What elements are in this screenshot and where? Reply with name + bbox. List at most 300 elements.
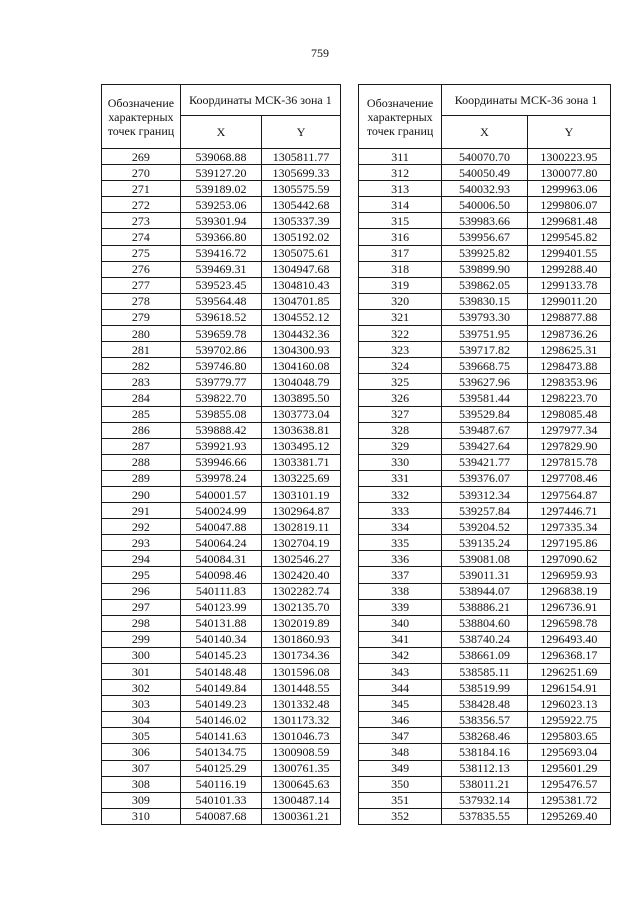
- coord-x: 540148.48: [180, 664, 261, 680]
- coord-x: 539421.77: [442, 454, 528, 470]
- point-number: 301: [102, 664, 181, 680]
- coord-y: 1295601.29: [527, 760, 610, 776]
- coord-x: 540149.84: [180, 680, 261, 696]
- table-row: [102, 454, 341, 470]
- coord-y: 1303381.71: [262, 454, 341, 470]
- table-row: [102, 808, 341, 824]
- table-row: [359, 792, 611, 808]
- coord-x: 538740.24: [442, 631, 528, 647]
- table-row: [359, 293, 611, 309]
- coord-x: 540032.93: [442, 181, 528, 197]
- table-row: [102, 277, 341, 293]
- table-row: [102, 406, 341, 422]
- point-number: 308: [102, 776, 181, 792]
- table-body-left: [102, 149, 341, 825]
- header-coordinates: Координаты МСК-36 зона 1: [180, 85, 340, 116]
- table-row: [102, 181, 341, 197]
- point-number: 284: [102, 390, 181, 406]
- point-number: 275: [102, 245, 181, 261]
- table-row: [102, 309, 341, 325]
- coord-x: 540101.33: [180, 792, 261, 808]
- point-number: 312: [359, 165, 442, 181]
- point-number: 313: [359, 181, 442, 197]
- coord-x: 538356.57: [442, 712, 528, 728]
- coord-x: 539376.07: [442, 470, 528, 486]
- coord-x: 538804.60: [442, 615, 528, 631]
- coord-y: 1301448.55: [262, 680, 341, 696]
- coord-y: 1305811.77: [262, 149, 341, 165]
- coord-x: 540131.88: [180, 615, 261, 631]
- table-row: [359, 631, 611, 647]
- table-row: [102, 519, 341, 535]
- table-row: [359, 470, 611, 486]
- point-number: 302: [102, 680, 181, 696]
- coord-y: 1305575.59: [262, 181, 341, 197]
- point-number: 296: [102, 583, 181, 599]
- coord-x: 540024.99: [180, 503, 261, 519]
- coord-x: 540006.50: [442, 197, 528, 213]
- coord-y: 1301046.73: [262, 728, 341, 744]
- coord-y: 1298736.26: [527, 326, 610, 342]
- header-designation: Обозначение характерных точек границ: [102, 85, 181, 149]
- coord-y: 1302964.87: [262, 503, 341, 519]
- table-row: [359, 213, 611, 229]
- table-row: [359, 664, 611, 680]
- table-row: [359, 551, 611, 567]
- table-row: [359, 149, 611, 165]
- coord-y: 1305192.02: [262, 229, 341, 245]
- coord-x: 540134.75: [180, 744, 261, 760]
- point-number: 273: [102, 213, 181, 229]
- table-row: [359, 535, 611, 551]
- coord-x: 540087.68: [180, 808, 261, 824]
- coord-y: 1299545.82: [527, 229, 610, 245]
- coord-x: 540145.23: [180, 647, 261, 663]
- coord-y: 1300761.35: [262, 760, 341, 776]
- coord-y: 1301332.48: [262, 696, 341, 712]
- coord-x: 539081.08: [442, 551, 528, 567]
- table-row: [102, 293, 341, 309]
- coord-x: 540141.63: [180, 728, 261, 744]
- table-row: [359, 229, 611, 245]
- point-number: 347: [359, 728, 442, 744]
- coord-y: 1305442.68: [262, 197, 341, 213]
- coord-x: 537932.14: [442, 792, 528, 808]
- coord-x: 539135.24: [442, 535, 528, 551]
- coord-y: 1305699.33: [262, 165, 341, 181]
- coord-y: 1303773.04: [262, 406, 341, 422]
- coord-y: 1300223.95: [527, 149, 610, 165]
- coord-x: 540125.29: [180, 760, 261, 776]
- table-row: [102, 245, 341, 261]
- coord-x: 540084.31: [180, 551, 261, 567]
- table-row: [102, 165, 341, 181]
- table-row: [102, 551, 341, 567]
- coord-x: 539366.80: [180, 229, 261, 245]
- point-number: 327: [359, 406, 442, 422]
- point-number: 299: [102, 631, 181, 647]
- table-row: [359, 181, 611, 197]
- table-row: [102, 438, 341, 454]
- point-number: 339: [359, 599, 442, 615]
- coord-x: 539946.66: [180, 454, 261, 470]
- coord-x: 539487.67: [442, 422, 528, 438]
- table-row: [359, 406, 611, 422]
- table-row: [359, 647, 611, 663]
- table-row: [359, 808, 611, 824]
- coord-x: 540111.83: [180, 583, 261, 599]
- table-row: [102, 583, 341, 599]
- table-row: [102, 358, 341, 374]
- point-number: 281: [102, 342, 181, 358]
- coord-x: 539983.66: [442, 213, 528, 229]
- header-x: X: [180, 116, 261, 149]
- point-number: 295: [102, 567, 181, 583]
- table-row: [102, 631, 341, 647]
- point-number: 311: [359, 149, 442, 165]
- coord-y: 1305337.39: [262, 213, 341, 229]
- coord-x: 538428.48: [442, 696, 528, 712]
- table-row: [102, 261, 341, 277]
- point-number: 294: [102, 551, 181, 567]
- point-number: 270: [102, 165, 181, 181]
- point-number: 329: [359, 438, 442, 454]
- coord-y: 1300487.14: [262, 792, 341, 808]
- table-row: [102, 503, 341, 519]
- table-row: [102, 728, 341, 744]
- coord-x: 539751.95: [442, 326, 528, 342]
- table-row: [102, 615, 341, 631]
- point-number: 336: [359, 551, 442, 567]
- point-number: 298: [102, 615, 181, 631]
- table-row: [359, 358, 611, 374]
- coord-x: 539830.15: [442, 293, 528, 309]
- coord-y: 1298223.70: [527, 390, 610, 406]
- coordinates-tables: [101, 84, 611, 825]
- table-row: [359, 342, 611, 358]
- coord-y: 1295922.75: [527, 712, 610, 728]
- coord-x: 539779.77: [180, 374, 261, 390]
- coord-y: 1297708.46: [527, 470, 610, 486]
- table-row: [102, 599, 341, 615]
- point-number: 279: [102, 309, 181, 325]
- coord-x: 539793.30: [442, 309, 528, 325]
- point-number: 351: [359, 792, 442, 808]
- coordinates-table-left: [101, 84, 341, 825]
- point-number: 317: [359, 245, 442, 261]
- coord-y: 1295476.57: [527, 776, 610, 792]
- point-number: 341: [359, 631, 442, 647]
- coord-x: 539011.31: [442, 567, 528, 583]
- coord-y: 1303895.50: [262, 390, 341, 406]
- point-number: 289: [102, 470, 181, 486]
- coord-x: 538268.46: [442, 728, 528, 744]
- point-number: 333: [359, 503, 442, 519]
- coord-x: 539822.70: [180, 390, 261, 406]
- point-number: 287: [102, 438, 181, 454]
- coord-y: 1299806.07: [527, 197, 610, 213]
- table-row: [102, 760, 341, 776]
- point-number: 318: [359, 261, 442, 277]
- coord-y: 1295803.65: [527, 728, 610, 744]
- coord-x: 540050.49: [442, 165, 528, 181]
- table-row: [359, 696, 611, 712]
- point-number: 300: [102, 647, 181, 663]
- coord-y: 1300645.63: [262, 776, 341, 792]
- coord-y: 1301173.32: [262, 712, 341, 728]
- coord-y: 1303495.12: [262, 438, 341, 454]
- header-x: X: [442, 116, 528, 149]
- table-row: [102, 390, 341, 406]
- table-row: [359, 760, 611, 776]
- header-y: Y: [527, 116, 610, 149]
- table-row: [359, 680, 611, 696]
- point-number: 334: [359, 519, 442, 535]
- point-number: 285: [102, 406, 181, 422]
- point-number: 315: [359, 213, 442, 229]
- table-row: [359, 712, 611, 728]
- coord-y: 1302420.40: [262, 567, 341, 583]
- point-number: 290: [102, 486, 181, 502]
- table-row: [102, 680, 341, 696]
- point-number: 323: [359, 342, 442, 358]
- table-row: [359, 277, 611, 293]
- coord-x: 539659.78: [180, 326, 261, 342]
- coord-x: 540146.02: [180, 712, 261, 728]
- table-row: [102, 792, 341, 808]
- point-number: 274: [102, 229, 181, 245]
- coord-y: 1296251.69: [527, 664, 610, 680]
- coord-x: 539469.31: [180, 261, 261, 277]
- coord-y: 1295381.72: [527, 792, 610, 808]
- table-row: [359, 454, 611, 470]
- coord-y: 1299401.55: [527, 245, 610, 261]
- table-row: [102, 470, 341, 486]
- coord-x: 539581.44: [442, 390, 528, 406]
- coord-x: 537835.55: [442, 808, 528, 824]
- point-number: 344: [359, 680, 442, 696]
- point-number: 305: [102, 728, 181, 744]
- point-number: 276: [102, 261, 181, 277]
- coord-y: 1303638.81: [262, 422, 341, 438]
- table-row: [102, 374, 341, 390]
- point-number: 349: [359, 760, 442, 776]
- coordinates-table-right: [358, 84, 611, 825]
- point-number: 346: [359, 712, 442, 728]
- coord-y: 1300077.80: [527, 165, 610, 181]
- coord-x: 539925.82: [442, 245, 528, 261]
- page-number: 759: [311, 46, 329, 60]
- coord-y: 1298473.88: [527, 358, 610, 374]
- table-row: [102, 712, 341, 728]
- coord-y: 1297977.34: [527, 422, 610, 438]
- point-number: 280: [102, 326, 181, 342]
- coord-x: 539523.45: [180, 277, 261, 293]
- point-number: 306: [102, 744, 181, 760]
- table-row: [359, 776, 611, 792]
- coord-x: 539427.64: [442, 438, 528, 454]
- coord-x: 540098.46: [180, 567, 261, 583]
- coord-x: 539618.52: [180, 309, 261, 325]
- coord-x: 539668.75: [442, 358, 528, 374]
- coord-y: 1301734.36: [262, 647, 341, 663]
- table-row: [102, 535, 341, 551]
- coord-y: 1303225.69: [262, 470, 341, 486]
- point-number: 332: [359, 486, 442, 502]
- point-number: 283: [102, 374, 181, 390]
- coord-x: 540070.70: [442, 149, 528, 165]
- point-number: 282: [102, 358, 181, 374]
- coord-y: 1304947.68: [262, 261, 341, 277]
- point-number: 322: [359, 326, 442, 342]
- point-number: 337: [359, 567, 442, 583]
- table-row: [359, 326, 611, 342]
- table-row: [359, 567, 611, 583]
- coord-x: 539312.34: [442, 486, 528, 502]
- coord-x: 539746.80: [180, 358, 261, 374]
- point-number: 293: [102, 535, 181, 551]
- coord-y: 1299011.20: [527, 293, 610, 309]
- table-row: [359, 245, 611, 261]
- coord-x: 539702.86: [180, 342, 261, 358]
- coord-y: 1297090.62: [527, 551, 610, 567]
- coord-x: 539529.84: [442, 406, 528, 422]
- header-y: Y: [262, 116, 341, 149]
- coord-x: 538886.21: [442, 599, 528, 615]
- table-row: [102, 422, 341, 438]
- table-row: [359, 503, 611, 519]
- table-row: [102, 213, 341, 229]
- point-number: 350: [359, 776, 442, 792]
- table-row: [359, 374, 611, 390]
- coord-x: 539855.08: [180, 406, 261, 422]
- table-row: [359, 422, 611, 438]
- point-number: 319: [359, 277, 442, 293]
- coord-x: 540140.34: [180, 631, 261, 647]
- coord-x: 538184.16: [442, 744, 528, 760]
- coord-x: 538944.07: [442, 583, 528, 599]
- table-row: [102, 744, 341, 760]
- coord-x: 540064.24: [180, 535, 261, 551]
- point-number: 304: [102, 712, 181, 728]
- coord-y: 1302704.19: [262, 535, 341, 551]
- point-number: 309: [102, 792, 181, 808]
- point-number: 292: [102, 519, 181, 535]
- coord-x: 538519.99: [442, 680, 528, 696]
- point-number: 325: [359, 374, 442, 390]
- coord-y: 1297446.71: [527, 503, 610, 519]
- point-number: 288: [102, 454, 181, 470]
- coord-x: 539627.96: [442, 374, 528, 390]
- coord-y: 1297195.86: [527, 535, 610, 551]
- table-body-right: [359, 149, 611, 825]
- coord-y: 1295269.40: [527, 808, 610, 824]
- coord-x: 538112.13: [442, 760, 528, 776]
- table-row: [359, 197, 611, 213]
- coord-y: 1297815.78: [527, 454, 610, 470]
- coord-y: 1299133.78: [527, 277, 610, 293]
- coord-x: 539956.67: [442, 229, 528, 245]
- table-row: [102, 486, 341, 502]
- point-number: 335: [359, 535, 442, 551]
- point-number: 340: [359, 615, 442, 631]
- point-number: 316: [359, 229, 442, 245]
- coord-y: 1299288.40: [527, 261, 610, 277]
- coord-x: 538585.11: [442, 664, 528, 680]
- coord-y: 1300361.21: [262, 808, 341, 824]
- coord-x: 540001.57: [180, 486, 261, 502]
- point-number: 348: [359, 744, 442, 760]
- coord-y: 1303101.19: [262, 486, 341, 502]
- coord-y: 1305075.61: [262, 245, 341, 261]
- coord-y: 1304810.43: [262, 277, 341, 293]
- point-number: 278: [102, 293, 181, 309]
- table-row: [359, 599, 611, 615]
- table-row: [102, 664, 341, 680]
- coord-x: 540047.88: [180, 519, 261, 535]
- table-row: [102, 567, 341, 583]
- table-row: [359, 438, 611, 454]
- point-number: 320: [359, 293, 442, 309]
- point-number: 345: [359, 696, 442, 712]
- point-number: 338: [359, 583, 442, 599]
- table-row: [102, 149, 341, 165]
- table-row: [102, 197, 341, 213]
- point-number: 324: [359, 358, 442, 374]
- table-row: [359, 583, 611, 599]
- point-number: 286: [102, 422, 181, 438]
- coord-x: 539862.05: [442, 277, 528, 293]
- coord-y: 1302019.89: [262, 615, 341, 631]
- table-row: [102, 647, 341, 663]
- point-number: 321: [359, 309, 442, 325]
- coord-x: 538011.21: [442, 776, 528, 792]
- coord-x: 540149.23: [180, 696, 261, 712]
- table-row: [359, 309, 611, 325]
- point-number: 326: [359, 390, 442, 406]
- point-number: 331: [359, 470, 442, 486]
- coord-x: 538661.09: [442, 647, 528, 663]
- coord-x: 540123.99: [180, 599, 261, 615]
- coord-y: 1299681.48: [527, 213, 610, 229]
- point-number: 303: [102, 696, 181, 712]
- coord-x: 539416.72: [180, 245, 261, 261]
- table-row: [102, 696, 341, 712]
- point-number: 297: [102, 599, 181, 615]
- table-row: [359, 744, 611, 760]
- table-row: [102, 326, 341, 342]
- point-number: 269: [102, 149, 181, 165]
- coord-y: 1302282.74: [262, 583, 341, 599]
- table-row: [102, 776, 341, 792]
- coord-y: 1297335.34: [527, 519, 610, 535]
- coord-x: 539127.20: [180, 165, 261, 181]
- table-row: [359, 261, 611, 277]
- coord-y: 1297829.90: [527, 438, 610, 454]
- coord-x: 539978.24: [180, 470, 261, 486]
- coord-y: 1304552.12: [262, 309, 341, 325]
- point-number: 271: [102, 181, 181, 197]
- point-number: 314: [359, 197, 442, 213]
- coord-x: 539068.88: [180, 149, 261, 165]
- coord-y: 1304160.08: [262, 358, 341, 374]
- table-row: [359, 486, 611, 502]
- coord-y: 1302819.11: [262, 519, 341, 535]
- point-number: 291: [102, 503, 181, 519]
- point-number: 342: [359, 647, 442, 663]
- coord-x: 539564.48: [180, 293, 261, 309]
- coord-x: 539921.93: [180, 438, 261, 454]
